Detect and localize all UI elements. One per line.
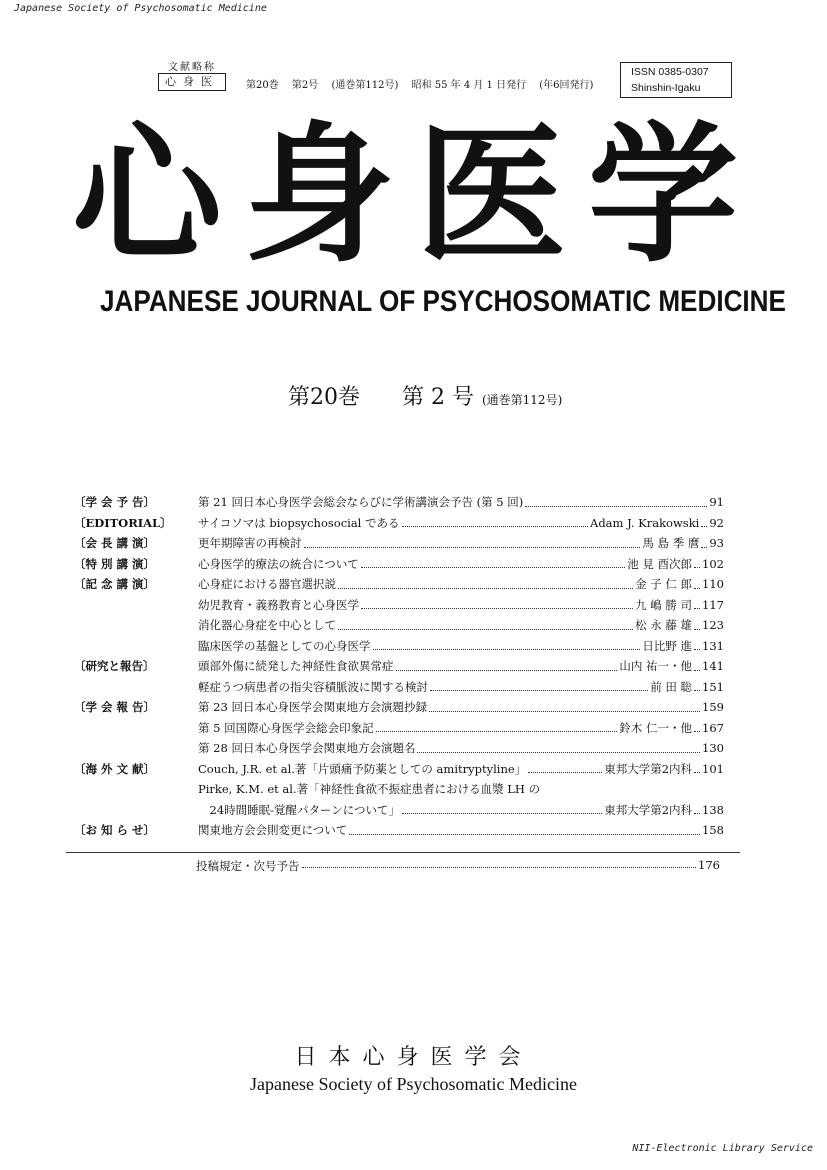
leader-dots: [361, 554, 625, 569]
leader-dots: [402, 800, 602, 815]
toc-entry: [198, 759, 724, 780]
toc-entry: [198, 697, 724, 718]
leader-dots: [694, 677, 700, 692]
toc-author: 日比野 進: [642, 638, 693, 653]
leader-dots: [376, 718, 618, 733]
leader-dots: [694, 800, 700, 815]
abbreviation-box: 心身医: [158, 73, 226, 91]
toc-title: サイコソマは biopsychosocial である: [198, 515, 400, 530]
toc-row[interactable]: [74, 820, 724, 841]
leader-dots: [701, 513, 707, 528]
toc-title: 第 28 回日本心身医学会関東地方会演題名: [198, 741, 416, 755]
leader-dots: [694, 554, 700, 569]
volume-line: [288, 380, 562, 411]
leader-dots: [338, 574, 633, 589]
leader-dots: [694, 718, 700, 733]
toc-title: 第 23 回日本心身医学会関東地方会演題抄録: [198, 700, 427, 714]
leader-dots: [694, 656, 700, 671]
leader-dots: [694, 595, 700, 610]
toc-row[interactable]: [74, 738, 724, 759]
toc-entry: [198, 656, 724, 677]
leader-dots: [302, 858, 697, 868]
toc-row[interactable]: [74, 759, 724, 780]
toc-row[interactable]: [74, 800, 724, 821]
toc-author: 東邦大学第2内科: [604, 761, 693, 776]
toc-section-label: 〔EDITORIAL〕: [74, 515, 172, 530]
toc-entry: [198, 738, 724, 759]
leader-dots: [373, 636, 641, 651]
toc-title: 第 21 回日本心身医学会総会ならびに学術講演会予告 (第 5 回): [198, 495, 524, 509]
toc-title: 更年期障害の再検討: [198, 536, 302, 550]
toc-author: Adam J. Krakowski: [590, 515, 700, 530]
leader-dots: [402, 513, 588, 528]
leader-dots: [694, 574, 700, 589]
postscript-title: 投稿規定・次号予告: [196, 859, 300, 873]
leader-dots: [525, 492, 707, 507]
toc-page: 93: [709, 536, 724, 550]
leader-dots: [304, 533, 641, 548]
postscript-page: 176: [698, 858, 720, 872]
issue-info-line: [246, 76, 603, 91]
leader-dots: [694, 615, 700, 630]
toc-row[interactable]: [74, 574, 724, 595]
toc-title: 頭部外傷に続発した神経性食欲異常症: [198, 659, 394, 673]
issue-frequency: (年6回発行): [539, 80, 594, 91]
toc-author: 馬 島 季 麿: [642, 536, 700, 550]
issue-volume: 第20巻: [246, 80, 279, 91]
toc-entry: [198, 718, 724, 739]
toc-author: 前 田 聡: [650, 679, 693, 694]
toc-entry: [198, 800, 724, 821]
toc-page: 151: [702, 679, 724, 694]
toc-page: 101: [702, 761, 724, 776]
toc-title: 心身症における器官選択説: [198, 577, 336, 591]
toc-section-label: 〔学 会 予 告〕: [74, 495, 156, 509]
toc-section-label: 〔研究と報告〕: [74, 659, 155, 673]
abbreviation-caption: 文献略称: [168, 62, 216, 73]
leader-dots: [361, 595, 633, 610]
toc-entry: [198, 492, 724, 513]
toc-entry: [198, 513, 724, 534]
toc-row[interactable]: [74, 677, 724, 698]
toc-row[interactable]: [74, 615, 724, 636]
toc-entry: [198, 677, 724, 698]
footer-label: NII-Electronic Library Service: [632, 1143, 813, 1154]
toc-entry: [198, 533, 724, 554]
leader-dots: [417, 738, 700, 753]
toc-author: 金 子 仁 郎: [635, 577, 693, 591]
leader-dots: [528, 759, 602, 774]
toc-author: 東邦大学第2内科: [604, 802, 693, 817]
toc-page: 141: [702, 659, 724, 673]
toc-author: 九 嶋 勝 司: [635, 597, 693, 612]
toc-author: 鈴木 仁一・他: [619, 720, 693, 735]
toc-page: 159: [702, 700, 724, 714]
toc-entry: [198, 615, 724, 636]
toc-section-label: 〔学 会 報 告〕: [74, 700, 156, 714]
toc-row[interactable]: [74, 533, 724, 554]
toc-page: 123: [702, 618, 724, 632]
toc-row[interactable]: [74, 779, 724, 800]
leader-dots: [338, 615, 633, 630]
issn-number: ISSN 0385-0307: [631, 66, 709, 78]
toc-row[interactable]: [74, 554, 724, 575]
toc-page: 91: [709, 495, 724, 509]
toc-title: 24時間睡眠-覚醒パターンについて」: [198, 802, 401, 817]
toc-entry: [198, 574, 724, 595]
toc-page: 131: [702, 638, 724, 653]
toc-row[interactable]: [74, 513, 724, 534]
leader-dots: [694, 759, 700, 774]
toc-entry: [198, 595, 724, 616]
toc-title: Couch, J.R. et al.著「片頭痛予防薬としての amitryptyline」: [198, 761, 527, 776]
toc-section-label: 〔海 外 文 献〕: [74, 761, 156, 776]
toc-page: 138: [702, 802, 724, 817]
toc-title: 臨床医学の基盤としての心身医学: [198, 638, 371, 653]
divider-rule: [66, 852, 740, 853]
toc-title: 幼児教育・義務教育と心身医学: [198, 597, 359, 612]
toc-page: 117: [702, 597, 724, 612]
toc-row[interactable]: [74, 656, 724, 677]
toc-title: 軽症うつ病患者の指尖容積脈波に関する検討: [198, 679, 428, 694]
toc-row[interactable]: [74, 636, 724, 657]
leader-dots: [429, 697, 700, 712]
toc-title: 消化器心身症を中心として: [198, 618, 336, 632]
society-name-jp: 日本心身医学会: [294, 1045, 533, 1070]
toc-page: 92: [709, 515, 724, 530]
toc-entry: [198, 820, 724, 841]
toc-page: 158: [702, 823, 724, 837]
toc-title: 心身医学的療法の統合について: [198, 556, 359, 571]
toc-title: 関東地方会会則変更について: [198, 823, 348, 837]
toc-author: 松 永 藤 雄: [635, 618, 693, 632]
leader-dots: [396, 656, 618, 671]
toc-page: 167: [702, 720, 724, 735]
toc-page: 130: [702, 741, 724, 755]
leader-dots: [349, 820, 700, 835]
header-label: Japanese Society of Psychosomatic Medicine: [14, 3, 267, 14]
toc-title: 第 5 回国際心身医学会総会印象記: [198, 720, 374, 735]
toc-row[interactable]: [74, 492, 724, 513]
society-name-en: Japanese Society of Psychosomatic Medicine: [250, 1074, 577, 1094]
toc-author: 山内 祐一・他: [619, 659, 693, 673]
toc-page: 102: [702, 556, 724, 571]
journal-title-jp: 心身医学: [72, 107, 761, 283]
toc-section-label: 〔会 長 講 演〕: [74, 536, 156, 550]
journal-title-en: JAPANESE JOURNAL OF PSYCHOSOMATIC MEDICINE: [100, 285, 786, 318]
toc-section-label: 〔特 別 講 演〕: [74, 556, 156, 571]
table-of-contents: [74, 492, 724, 841]
issue-number: 第2号: [291, 80, 319, 91]
toc-entry: [198, 636, 724, 657]
toc-title: Pirke, K.M. et al.著「神経性食欲不振症患者における血漿 LH の: [198, 782, 541, 796]
issn-abbreviation: Shinshin-Igaku: [631, 82, 701, 94]
leader-dots: [694, 636, 700, 651]
toc-row[interactable]: [74, 718, 724, 739]
toc-author: 池 見 酉次郎: [627, 556, 693, 571]
issue-date: 昭和 55 年 4 月 1 日発行: [411, 80, 527, 91]
toc-row[interactable]: [74, 595, 724, 616]
toc-entry: [198, 554, 724, 575]
toc-page: 110: [702, 577, 724, 591]
toc-row[interactable]: [74, 697, 724, 718]
issn-box: [620, 62, 732, 98]
leader-dots: [701, 533, 707, 548]
issue-cumulative: (通巻第112号): [331, 80, 399, 91]
postscript-row[interactable]: [196, 858, 720, 874]
volume-number: 第20巻: [288, 385, 360, 410]
toc-section-label: 〔記 念 講 演〕: [74, 577, 156, 591]
leader-dots: [430, 677, 648, 692]
toc-entry: [198, 779, 724, 800]
issue-number-large: 第 2 号: [402, 385, 474, 410]
cumulative-number: (通巻第112号): [481, 393, 563, 407]
toc-section-label: 〔お 知 ら せ〕: [74, 823, 156, 837]
